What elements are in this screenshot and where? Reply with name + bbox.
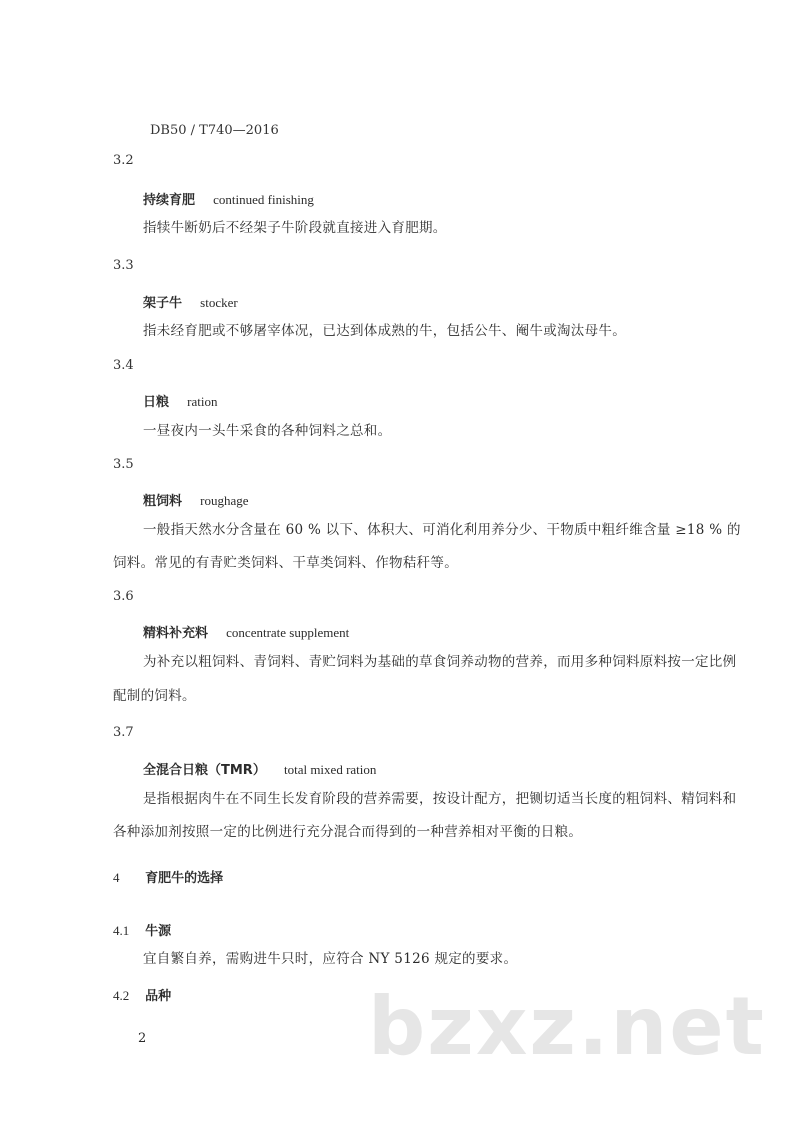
clause-number: 3.2 (113, 153, 134, 168)
term-heading (143, 292, 238, 311)
term-definition: 指未经育肥或不够屠宰体况，已达到体成熟的牛，包括公牛、阉牛或淘汰母牛。 (143, 323, 626, 339)
subsection-title: 品种 (145, 989, 172, 1004)
term-heading (143, 759, 376, 778)
term-english: continued finishing (213, 192, 314, 207)
term-heading (143, 622, 349, 641)
term-definition: 一般指天然水分含量在 60 % 以下、体积大、可消化利用养分少、干物质中粗纤维含量 ≥18 % 的 (143, 522, 741, 538)
term-chinese: 日粮 (143, 395, 170, 410)
term-chinese: 全混合日粮（TMR） (143, 763, 266, 778)
term-chinese: 持续育肥 (143, 193, 196, 208)
subsection-number: 4.2 (113, 988, 130, 1003)
section-heading (113, 867, 223, 886)
term-heading (143, 490, 249, 509)
subsection-heading (113, 985, 171, 1004)
clause-number: 3.4 (113, 358, 134, 373)
subsection-number: 4.1 (113, 923, 130, 938)
term-definition: 为补充以粗饲料、青饲料、青贮饲料为基础的草食饲养动物的营养，而用多种饲料原料按一定比例 (143, 654, 737, 670)
clause-number: 3.7 (113, 725, 134, 740)
term-heading (143, 391, 217, 410)
term-english: stocker (200, 295, 238, 310)
term-heading (143, 189, 314, 208)
subsection-text: 宜自繁自养，需购进牛只时，应符合 NY 5126 规定的要求。 (143, 951, 518, 967)
clause-number: 3.6 (113, 589, 134, 604)
section-number: 4 (113, 870, 120, 885)
term-definition-continued: 配制的饲料。 (113, 688, 196, 704)
document-code: DB50 / T740—2016 (150, 123, 279, 138)
term-definition-continued: 各种添加剂按照一定的比例进行充分混合而得到的一种营养相对平衡的日粮。 (113, 824, 583, 840)
subsection-heading (113, 920, 171, 939)
page-number: 2 (138, 1031, 147, 1046)
term-definition: 指犊牛断奶后不经架子牛阶段就直接进入育肥期。 (143, 220, 447, 236)
term-english: ration (187, 394, 218, 409)
clause-number: 3.3 (113, 258, 134, 273)
term-chinese: 粗饲料 (143, 494, 183, 509)
term-definition: 一昼夜内一头牛采食的各种饲料之总和。 (143, 423, 392, 439)
term-english: roughage (200, 493, 249, 508)
section-title: 育肥牛的选择 (145, 871, 224, 886)
watermark: bzxz.net (368, 980, 766, 1073)
term-english: concentrate supplement (226, 625, 350, 640)
term-chinese: 架子牛 (143, 296, 183, 311)
subsection-title: 牛源 (145, 924, 172, 939)
term-english: total mixed ration (283, 762, 377, 777)
term-chinese: 精料补充料 (143, 626, 209, 641)
clause-number: 3.5 (113, 457, 134, 472)
term-definition: 是指根据肉牛在不同生长发育阶段的营养需要，按设计配方，把铡切适当长度的粗饲料、精饲料和 (143, 791, 737, 807)
term-definition-continued: 饲料。常见的有青贮类饲料、干草类饲料、作物秸秆等。 (113, 555, 458, 571)
